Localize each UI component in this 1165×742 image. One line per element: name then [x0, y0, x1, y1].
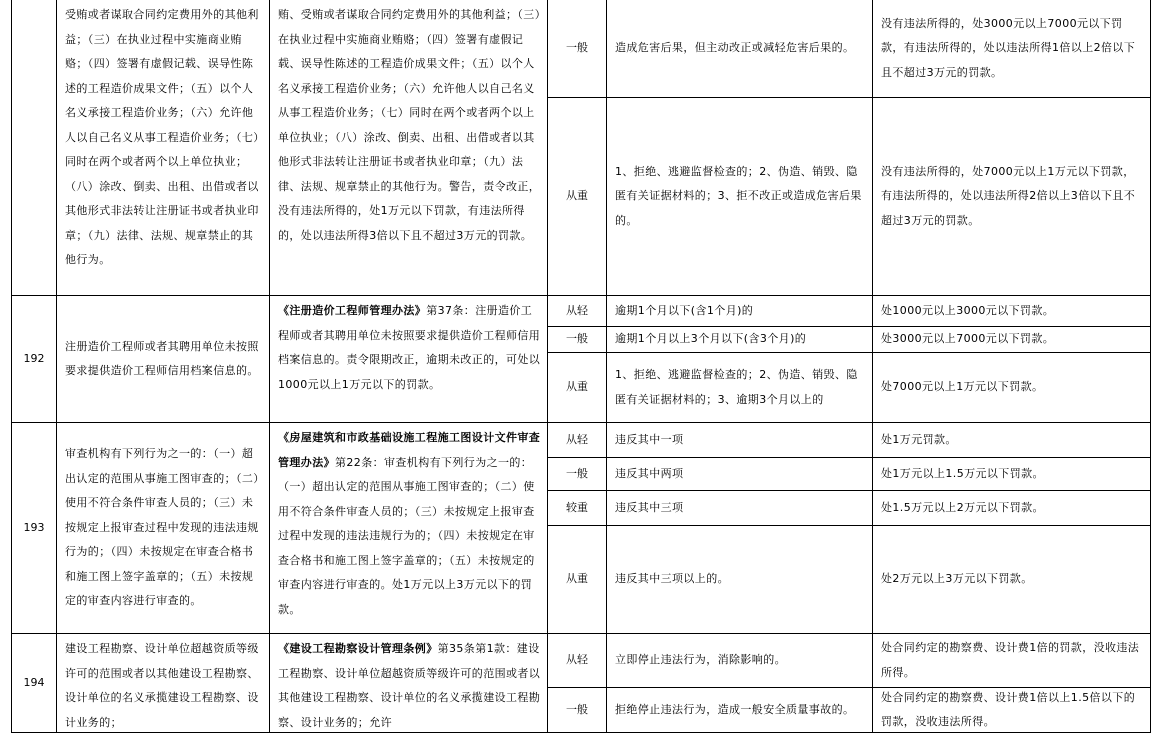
circumstance-cell: 违反其中一项: [606, 422, 873, 458]
violation-description-cell: 受贿或者谋取合同约定费用外的其他利益；（三）在执业过程中实施商业贿赂；（四）签署有虚假记载、误导性陈述的工程造价成果文件；（五）以个人名义承接工程造价业务；（六）允许他人以自己名义从事工程造价业务；（七）同时在两个或者两个以上单位执业；（八）涂改、倒卖、出租、出借或者以其他形式非法转让注册证书或者执业印章；（九）法律、法规、规章禁止的其他行为。: [56, 0, 270, 296]
circumstance-cell: 立即停止违法行为，消除影响的。: [606, 633, 873, 688]
legal-basis-cell: [269, 0, 548, 296]
penalty-cell: 处1.5万元以上2万元以下罚款。: [872, 490, 1151, 526]
penalty-standard-table: [11, 0, 1151, 733]
discretion-level-cell: 从轻: [547, 633, 607, 688]
penalty-cell: 没有违法所得的，处3000元以上7000元以下罚款，有违法所得的，处以违法所得1倍以上2倍以下且不超过3万元的罚款。: [872, 0, 1151, 98]
violation-description-cell: 建设工程勘察、设计单位超越资质等级许可的范围或者以其他建设工程勘察、设计单位的名义承揽建设工程勘察、设计业务的；: [56, 633, 270, 733]
discretion-level-cell: 从轻: [547, 295, 607, 327]
law-text: 第22条：审查机构有下列行为之一的：（一）超出认定的范围从事施工图审查的；（二）使用不符合条件审查人员的；（三）未按规定上报审查过程中发现的违法违规行为的；（四）未按规定在审查合格书和施工图上签字盖章的；（五）未按规定的审查内容进行审查的。处1万元以上3万元以下的罚款。: [278, 455, 535, 616]
discretion-level-cell: 从重: [547, 352, 607, 423]
penalty-cell: 处3000元以上7000元以下罚款。: [872, 326, 1151, 353]
discretion-level-cell: 较重: [547, 490, 607, 526]
circumstance-cell: 造成危害后果，但主动改正或减轻危害后果的。: [606, 0, 873, 98]
legal-basis-cell: [269, 422, 548, 634]
discretion-level-cell: 一般: [547, 0, 607, 98]
circumstance-cell: 拒绝停止违法行为，造成一般安全质量事故的。: [606, 687, 873, 733]
penalty-cell: 处合同约定的勘察费、设计费1倍以上1.5倍以下的罚款，没收违法所得。: [872, 687, 1151, 733]
legal-basis-cell: [269, 633, 548, 733]
row-number-cell: 193: [11, 422, 57, 634]
circumstance-cell: 违反其中三项: [606, 490, 873, 526]
discretion-level-cell: 从重: [547, 97, 607, 296]
discretion-level-cell: 从重: [547, 525, 607, 634]
row-number-cell: 192: [11, 295, 57, 423]
law-name: 《注册造价工程师管理办法》: [278, 304, 427, 317]
legal-basis-cell: [269, 295, 548, 423]
discretion-level-cell: 从轻: [547, 422, 607, 458]
circumstance-cell: 逾期1个月以上3个月以下(含3个月)的: [606, 326, 873, 353]
circumstance-cell: 1、拒绝、逃避监督检查的；2、伪造、销毁、隐匿有关证据材料的；3、拒不改正或造成危害后果的。: [606, 97, 873, 296]
law-name: 《房屋建筑和市政基础设施工程施工图设计文件审查管理办法》: [278, 431, 541, 469]
circumstance-cell: 逾期1个月以下(含1个月)的: [606, 295, 873, 327]
law-name: 《建设工程勘察设计管理条例》: [278, 642, 438, 655]
law-text: 第35条第1款：建设工程勘察、设计单位超越资质等级许可的范围或者以其他建设工程勘察、设计单位的名义承揽建设工程勘察、设计业务的；允许: [278, 642, 541, 729]
law-text: 第37条：注册造价工程师或者其聘用单位未按照要求提供造价工程师信用档案信息的。责令限期改正，逾期未改正的，可处以1000元以上1万元以下的罚款。: [278, 304, 541, 391]
penalty-cell: 没有违法所得的，处7000元以上1万元以下罚款，有违法所得的，处以违法所得2倍以上3倍以下且不超过3万元的罚款。: [872, 97, 1151, 296]
discretion-level-cell: 一般: [547, 326, 607, 353]
penalty-cell: 处合同约定的勘察费、设计费1倍的罚款，没收违法所得。: [872, 633, 1151, 688]
penalty-cell: 处2万元以上3万元以下罚款。: [872, 525, 1151, 634]
discretion-level-cell: 一般: [547, 687, 607, 733]
violation-description-cell: 注册造价工程师或者其聘用单位未按照要求提供造价工程师信用档案信息的。: [56, 295, 270, 423]
circumstance-cell: 违反其中三项以上的。: [606, 525, 873, 634]
circumstance-cell: 违反其中两项: [606, 457, 873, 491]
penalty-cell: 处1万元以上1.5万元以下罚款。: [872, 457, 1151, 491]
penalty-cell: 处7000元以上1万元以下罚款。: [872, 352, 1151, 423]
discretion-level-cell: 一般: [547, 457, 607, 491]
row-number-cell: 194: [11, 633, 57, 733]
penalty-cell: 处1万元罚款。: [872, 422, 1151, 458]
penalty-cell: 处1000元以上3000元以下罚款。: [872, 295, 1151, 327]
violation-description-cell: 审查机构有下列行为之一的：（一）超出认定的范围从事施工图审查的；（二）使用不符合条件审查人员的；（三）未按规定上报审查过程中发现的违法违规行为的；（四）未按规定在审查合格书和施工图上签字盖章的；（五）未按规定的审查内容进行审查的。: [56, 422, 270, 634]
row-number-cell: [11, 0, 57, 296]
law-text: 贿、受贿或者谋取合同约定费用外的其他利益；（三）在执业过程中实施商业贿赂；（四）签署有虚假记载、误导性陈述的工程造价成果文件；（五）以个人名义承接工程造价业务；（六）允许他人以自己名义从事工程造价业务；（七）同时在两个或者两个以上单位执业；（八）涂改、倒卖、出租、出借或者以其他形式非法转让注册证书或者执业印章；（九）法律、法规、规章禁止的其他行为。警告，责令改正，没有违法所得的，处1万元以下罚款，有违法所得的，处以违法所得3倍以下且不超过3万元的罚款。: [278, 8, 541, 242]
circumstance-cell: 1、拒绝、逃避监督检查的；2、伪造、销毁、隐匿有关证据材料的；3、逾期3个月以上的: [606, 352, 873, 423]
